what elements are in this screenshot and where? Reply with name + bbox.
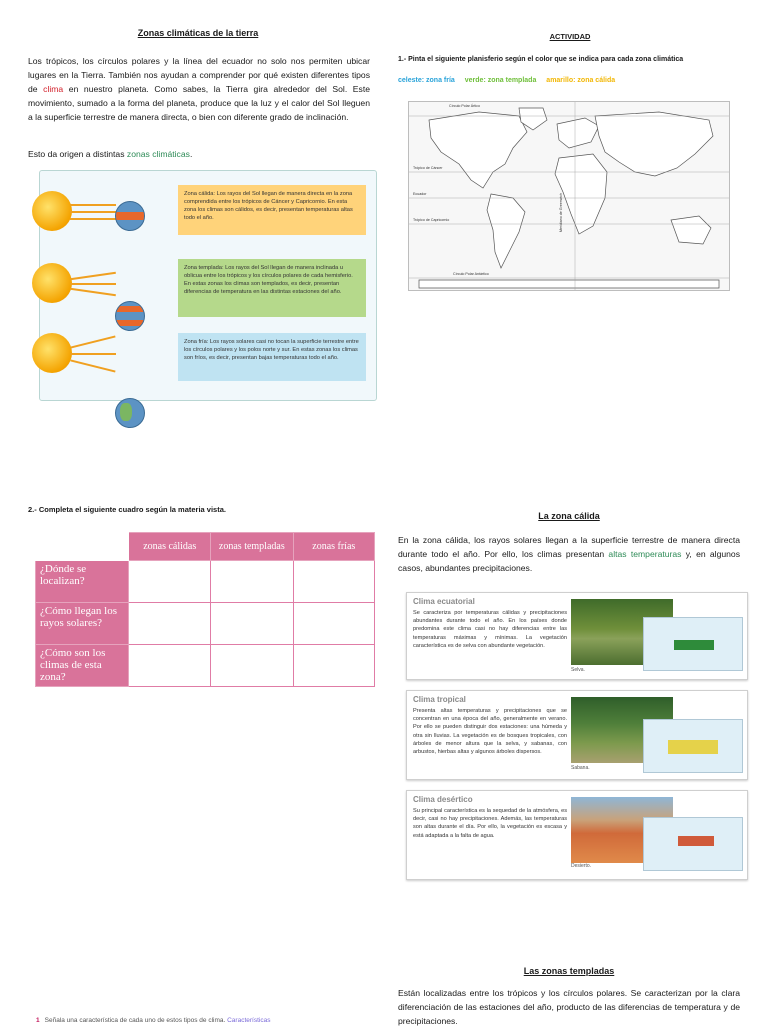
globe-icon bbox=[115, 301, 145, 331]
altas-temperaturas-link[interactable]: altas temperaturas bbox=[608, 549, 682, 559]
world-map-svg bbox=[409, 102, 729, 290]
climate-title: Clima tropical bbox=[413, 695, 466, 704]
zona-calida-paragraph bbox=[398, 533, 740, 575]
intro-text-1: Los trópicos, los círculos polares y la línea del ecuador no solo nos permiten ubicar lugares en la Tierra. También nos ayudan a comprender por qué existen diferentes tipos de bbox=[28, 56, 370, 94]
photo-caption: Selva. bbox=[571, 667, 585, 673]
label-antarctic: Círculo Polar Antártico bbox=[453, 272, 489, 276]
table-cell[interactable] bbox=[293, 603, 374, 645]
page-title: Zonas climáticas de la tierra bbox=[137, 28, 259, 38]
zone-warm-text: Zona cálida: Los rayos del Sol llegan de manera directa en la zona comprendida entre los trópicos de Cáncer y Capricornio. En esta zona los climas son cálidos, es decir, presentan temperaturas altas todo el año. bbox=[184, 191, 353, 221]
climate-map-icon bbox=[643, 817, 743, 871]
table-cell[interactable] bbox=[129, 645, 211, 687]
activity-title: ACTIVIDAD bbox=[549, 32, 591, 41]
label-cancer: Trópico de Cáncer bbox=[413, 166, 443, 170]
table-header: zonas cálidas bbox=[129, 533, 211, 561]
table-row-header: ¿Cómo son los climas de esta zona? bbox=[36, 645, 129, 687]
legend-warm: amarillo: zona cálida bbox=[546, 77, 616, 84]
climate-text: Se caracteriza por temperaturas cálidas y precipitaciones abundantes durante todo el año. En los países donde predomina este clima casi no hay diferencias entre las temperaturas máximas y mínimas. La vegetación característica es de selva con abundante vegetación. bbox=[413, 610, 567, 649]
table-cell[interactable] bbox=[211, 561, 293, 603]
legend-cold: celeste: zona fría bbox=[398, 77, 455, 84]
climate-text: Su principal característica es la sequedad de la atmósfera, es decir, casi no hay precipitaciones. Además, las temperaturas son altas durante el día. Por ello, la vegetación es escasa y está adaptada a la falta de agua. bbox=[413, 808, 567, 839]
zone-cold-box bbox=[178, 333, 366, 381]
calida-text: En la zona cálida, los rayos solares llegan a la superficie terrestre de manera directa durante todo el año. Por ello, los climas presentan bbox=[398, 535, 740, 559]
intro-text-2: en nuestro planeta. Como sabes, la Tierra gira alrededor del Sol. Este movimiento, sumado a la forma del planeta, produce que la luz y el calor del Sol lleguen a la superficie terrestre de manera directa, o bien con diferente grado de inclinación. bbox=[28, 84, 370, 122]
climate-card-desertico bbox=[406, 790, 748, 880]
zone-temperate-box bbox=[178, 259, 366, 317]
table-cell[interactable] bbox=[293, 645, 374, 687]
calida-suffix: y, en algunos casos, abundantes precipitaciones. bbox=[398, 549, 741, 573]
sun-ray bbox=[70, 359, 115, 372]
sun-ray bbox=[70, 211, 116, 213]
zonas-templadas-title: Las zonas templadas bbox=[523, 966, 615, 976]
sun-ray bbox=[70, 218, 116, 220]
world-map[interactable] bbox=[408, 101, 730, 291]
australia-shape bbox=[671, 216, 711, 244]
globe-icon bbox=[115, 201, 145, 231]
completion-table bbox=[35, 532, 375, 687]
europe-shape bbox=[557, 118, 599, 148]
table-cell[interactable] bbox=[211, 645, 293, 687]
sun-ray bbox=[70, 283, 116, 285]
table-cell[interactable] bbox=[129, 603, 211, 645]
label-ecuador: Ecuador bbox=[413, 192, 427, 196]
south-america-shape bbox=[487, 194, 525, 268]
footer-link[interactable]: Características bbox=[227, 1017, 271, 1024]
climate-text: Presenta altas temperaturas y precipitaciones que se concentran en una época del año, generalmente en verano. Por ello se pueden distinguir dos estaciones: una húmeda y otra sin lluvias. La vegetación es de bosques tropicales, con árboles de menor altura que la selva, y sabanas, con arbustos, hierbas altas y algunos árboles dispersos. bbox=[413, 708, 567, 756]
sun-ray bbox=[70, 288, 116, 296]
question-1: 1.- Pinta el siguiente planisferio según el color que se indica para cada zona climática bbox=[398, 56, 684, 63]
zone-warm-box bbox=[178, 185, 366, 235]
zone-cold-text: Zona fría: Los rayos solares casi no tocan la superficie terrestre entre los círculos polares y los polos norte y sur. En estas zonas los climas son fríos, es decir, presentan bajas temperaturas todo el año. bbox=[184, 339, 359, 361]
table-header: zonas templadas bbox=[211, 533, 293, 561]
table-row-header: ¿Cómo llegan los rayos solares? bbox=[36, 603, 129, 645]
sun-icon bbox=[32, 333, 72, 373]
sun-ray bbox=[70, 335, 115, 348]
intro-paragraph bbox=[28, 54, 370, 124]
zona-calida-title: La zona cálida bbox=[538, 511, 600, 521]
footer-text: Señala una característica de cada uno de estos tipos de clima. bbox=[44, 1017, 226, 1024]
zone-temperate-text: Zona templada: Los rayos del Sol llegan de manera inclinada u oblicua entre los trópicos y los círculos polares de cada hemisferio. En estas zonas los climas son templados, es decir, presentan diferencias de temperatura en las distintas estaciones del año. bbox=[184, 265, 353, 295]
table-cell[interactable] bbox=[293, 561, 374, 603]
sun-ray bbox=[70, 272, 116, 280]
climate-title: Clima desértico bbox=[413, 795, 473, 804]
color-legend bbox=[398, 77, 615, 84]
label-arctic: Círculo Polar Ártico bbox=[449, 104, 480, 108]
footer-exercise bbox=[36, 1017, 270, 1024]
zonas-climaticas-link[interactable]: zonas climáticas bbox=[126, 149, 190, 159]
climate-card-tropical bbox=[406, 690, 748, 780]
table-cell[interactable] bbox=[211, 603, 293, 645]
table-header: zonas frías bbox=[293, 533, 374, 561]
zones-origin-line bbox=[28, 147, 370, 161]
question-2: 2.- Completa el siguiente cuadro según la materia vista. bbox=[28, 505, 226, 514]
label-capricorn: Trópico de Capricornio bbox=[413, 218, 450, 222]
sun-ray bbox=[70, 353, 116, 355]
sun-icon bbox=[32, 191, 72, 231]
footer-number: 1 bbox=[36, 1017, 40, 1024]
antarctica-shape bbox=[419, 280, 719, 288]
table-cell[interactable] bbox=[129, 561, 211, 603]
photo-caption: Desierto. bbox=[571, 863, 592, 869]
table-row-header: ¿Dónde se localizan? bbox=[36, 561, 129, 603]
label-meridian: Meridiano de Greenwich bbox=[559, 193, 563, 232]
asia-shape bbox=[595, 112, 713, 176]
globe-icon bbox=[115, 398, 145, 428]
origin-period: . bbox=[189, 149, 193, 159]
climate-card-ecuatorial bbox=[406, 592, 748, 680]
legend-temperate: verde: zona templada bbox=[464, 77, 537, 84]
photo-caption: Sabana. bbox=[571, 765, 590, 771]
origin-text: Esto da origen a distintas bbox=[28, 149, 127, 159]
climate-map-icon bbox=[643, 617, 743, 671]
north-america-shape bbox=[429, 112, 527, 188]
sun-ray bbox=[70, 204, 116, 206]
clima-link[interactable]: clima bbox=[43, 84, 64, 94]
sun-icon bbox=[32, 263, 72, 303]
climate-map-icon bbox=[643, 719, 743, 773]
zonas-templadas-paragraph: Están localizadas entre los trópicos y los círculos polares. Se caracterizan por la clara diferenciación de las estaciones del año, producto de las diferencias de temperatura y de precipitaciones. bbox=[398, 988, 740, 1026]
climate-title: Clima ecuatorial bbox=[413, 597, 475, 606]
climate-zones-figure bbox=[39, 170, 377, 401]
